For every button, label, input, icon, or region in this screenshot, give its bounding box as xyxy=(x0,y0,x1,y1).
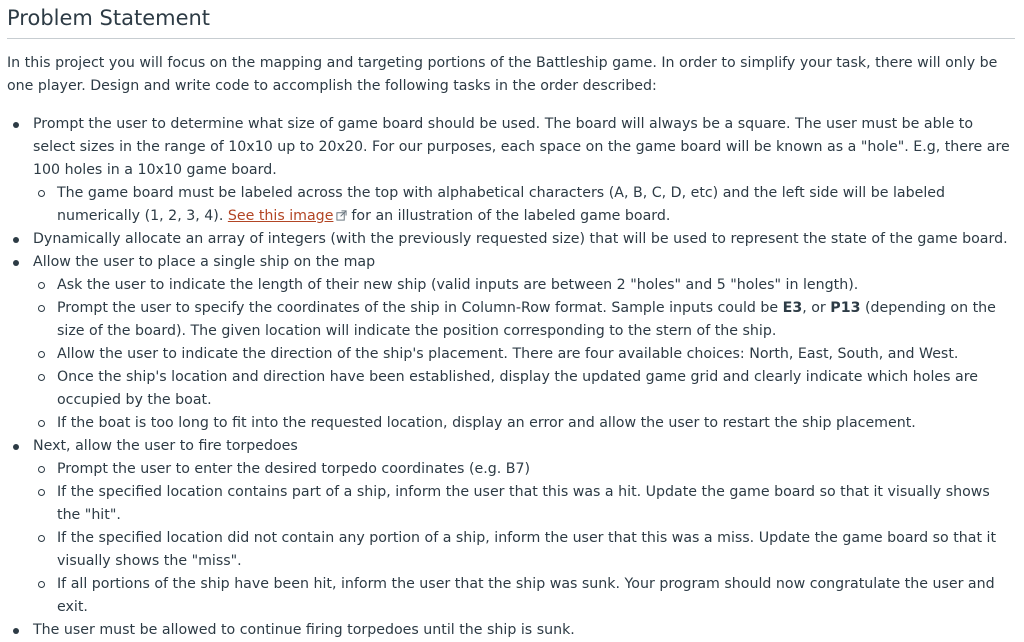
fire-text: Next, allow the user to fire torpedoes xyxy=(33,438,298,454)
place-ship-sublist xyxy=(33,274,1015,435)
sunk-text: If all portions of the ship have been hit, inform the user that the ship was sunk. Your program should now congratulate the user and exit. xyxy=(57,576,995,615)
too-long-text: If the boat is too long to fit into the requested location, display an error and allow the user to restart the ship placement. xyxy=(57,415,916,431)
list-item-board-size xyxy=(7,113,1015,228)
task-list xyxy=(7,113,1015,642)
list-item-too-long xyxy=(33,412,1015,435)
list-item-ship-length xyxy=(33,274,1015,297)
list-item-continue xyxy=(7,619,1015,642)
board-label-post-text: for an illustration of the labeled game board. xyxy=(351,208,671,224)
miss-text: If the specified location did not contain any portion of a ship, inform the user that this was a miss. Update the game board so that it visually shows the "miss". xyxy=(57,530,997,569)
place-ship-text: Allow the user to place a single ship on the map xyxy=(33,254,376,270)
list-item-fire xyxy=(7,435,1015,619)
coords-text: Prompt the user to specify the coordinates of the ship in Column-Row format. Sample inputs could be xyxy=(57,300,779,316)
list-item-display-grid xyxy=(33,366,1015,412)
page-title: Problem Statement xyxy=(7,5,1015,39)
board-label-text: The game board must be labeled across the top with alphabetical characters (A, B, C, D, etc) and the left side will be labeled numerically (1, 2, 3, 4). xyxy=(57,185,946,224)
board-size-sublist xyxy=(33,182,1015,228)
external-link-icon[interactable] xyxy=(336,210,347,221)
ship-length-text: Ask the user to indicate the length of their new ship (valid inputs are between 2 "holes" and 5 "holes" in length). xyxy=(57,277,859,293)
see-image-link[interactable]: See this image xyxy=(227,208,334,224)
coords-example-p13: P13 xyxy=(830,300,861,316)
list-item-hit xyxy=(33,481,1015,527)
allocate-text: Dynamically allocate an array of integers (with the previously requested size) that will be used to represent the state of the game board. xyxy=(33,231,1008,247)
list-item-direction xyxy=(33,343,1015,366)
torpedo-coords-text: Prompt the user to enter the desired torpedo coordinates (e.g. B7) xyxy=(57,461,531,477)
list-item-sunk xyxy=(33,573,1015,619)
board-size-text: Prompt the user to determine what size of game board should be used. The board will always be a square. The user must be able to select sizes in the range of 10x10 up to 20x20. For our purposes, each space on the game board will be known as a "hole". E.g, there are 100 holes in a 10x10 game board. xyxy=(33,116,1010,178)
list-item-board-label xyxy=(33,182,1015,228)
intro-paragraph: In this project you will focus on the mapping and targeting portions of the Battleship game. In order to simplify your task, there will only be one player. Design and write code to accomplish the following tasks in the order described: xyxy=(7,55,998,94)
coords-example-e3: E3 xyxy=(782,300,803,316)
hit-text: If the specified location contains part of a ship, inform the user that this was a hit. Update the game board so that it visually shows the "hit". xyxy=(57,484,990,523)
document-page xyxy=(7,0,1015,642)
list-item-place-ship xyxy=(7,251,1015,435)
list-item-miss xyxy=(33,527,1015,573)
list-item-coords xyxy=(33,297,1015,343)
continue-text: The user must be allowed to continue firing torpedoes until the ship is sunk. xyxy=(33,622,575,638)
list-item-torpedo-coords xyxy=(33,458,1015,481)
fire-sublist xyxy=(33,458,1015,619)
coords-post-text: (depending on the size of the board). The given location will indicate the position corresponding to the stern of the ship. xyxy=(57,300,996,339)
list-item-allocate xyxy=(7,228,1015,251)
direction-text: Allow the user to indicate the direction of the ship's placement. There are four available choices: North, East, South, and West. xyxy=(57,346,959,362)
coords-or-text: , or xyxy=(802,300,826,316)
display-grid-text: Once the ship's location and direction have been established, display the updated game grid and clearly indicate which holes are occupied by the boat. xyxy=(57,369,978,408)
